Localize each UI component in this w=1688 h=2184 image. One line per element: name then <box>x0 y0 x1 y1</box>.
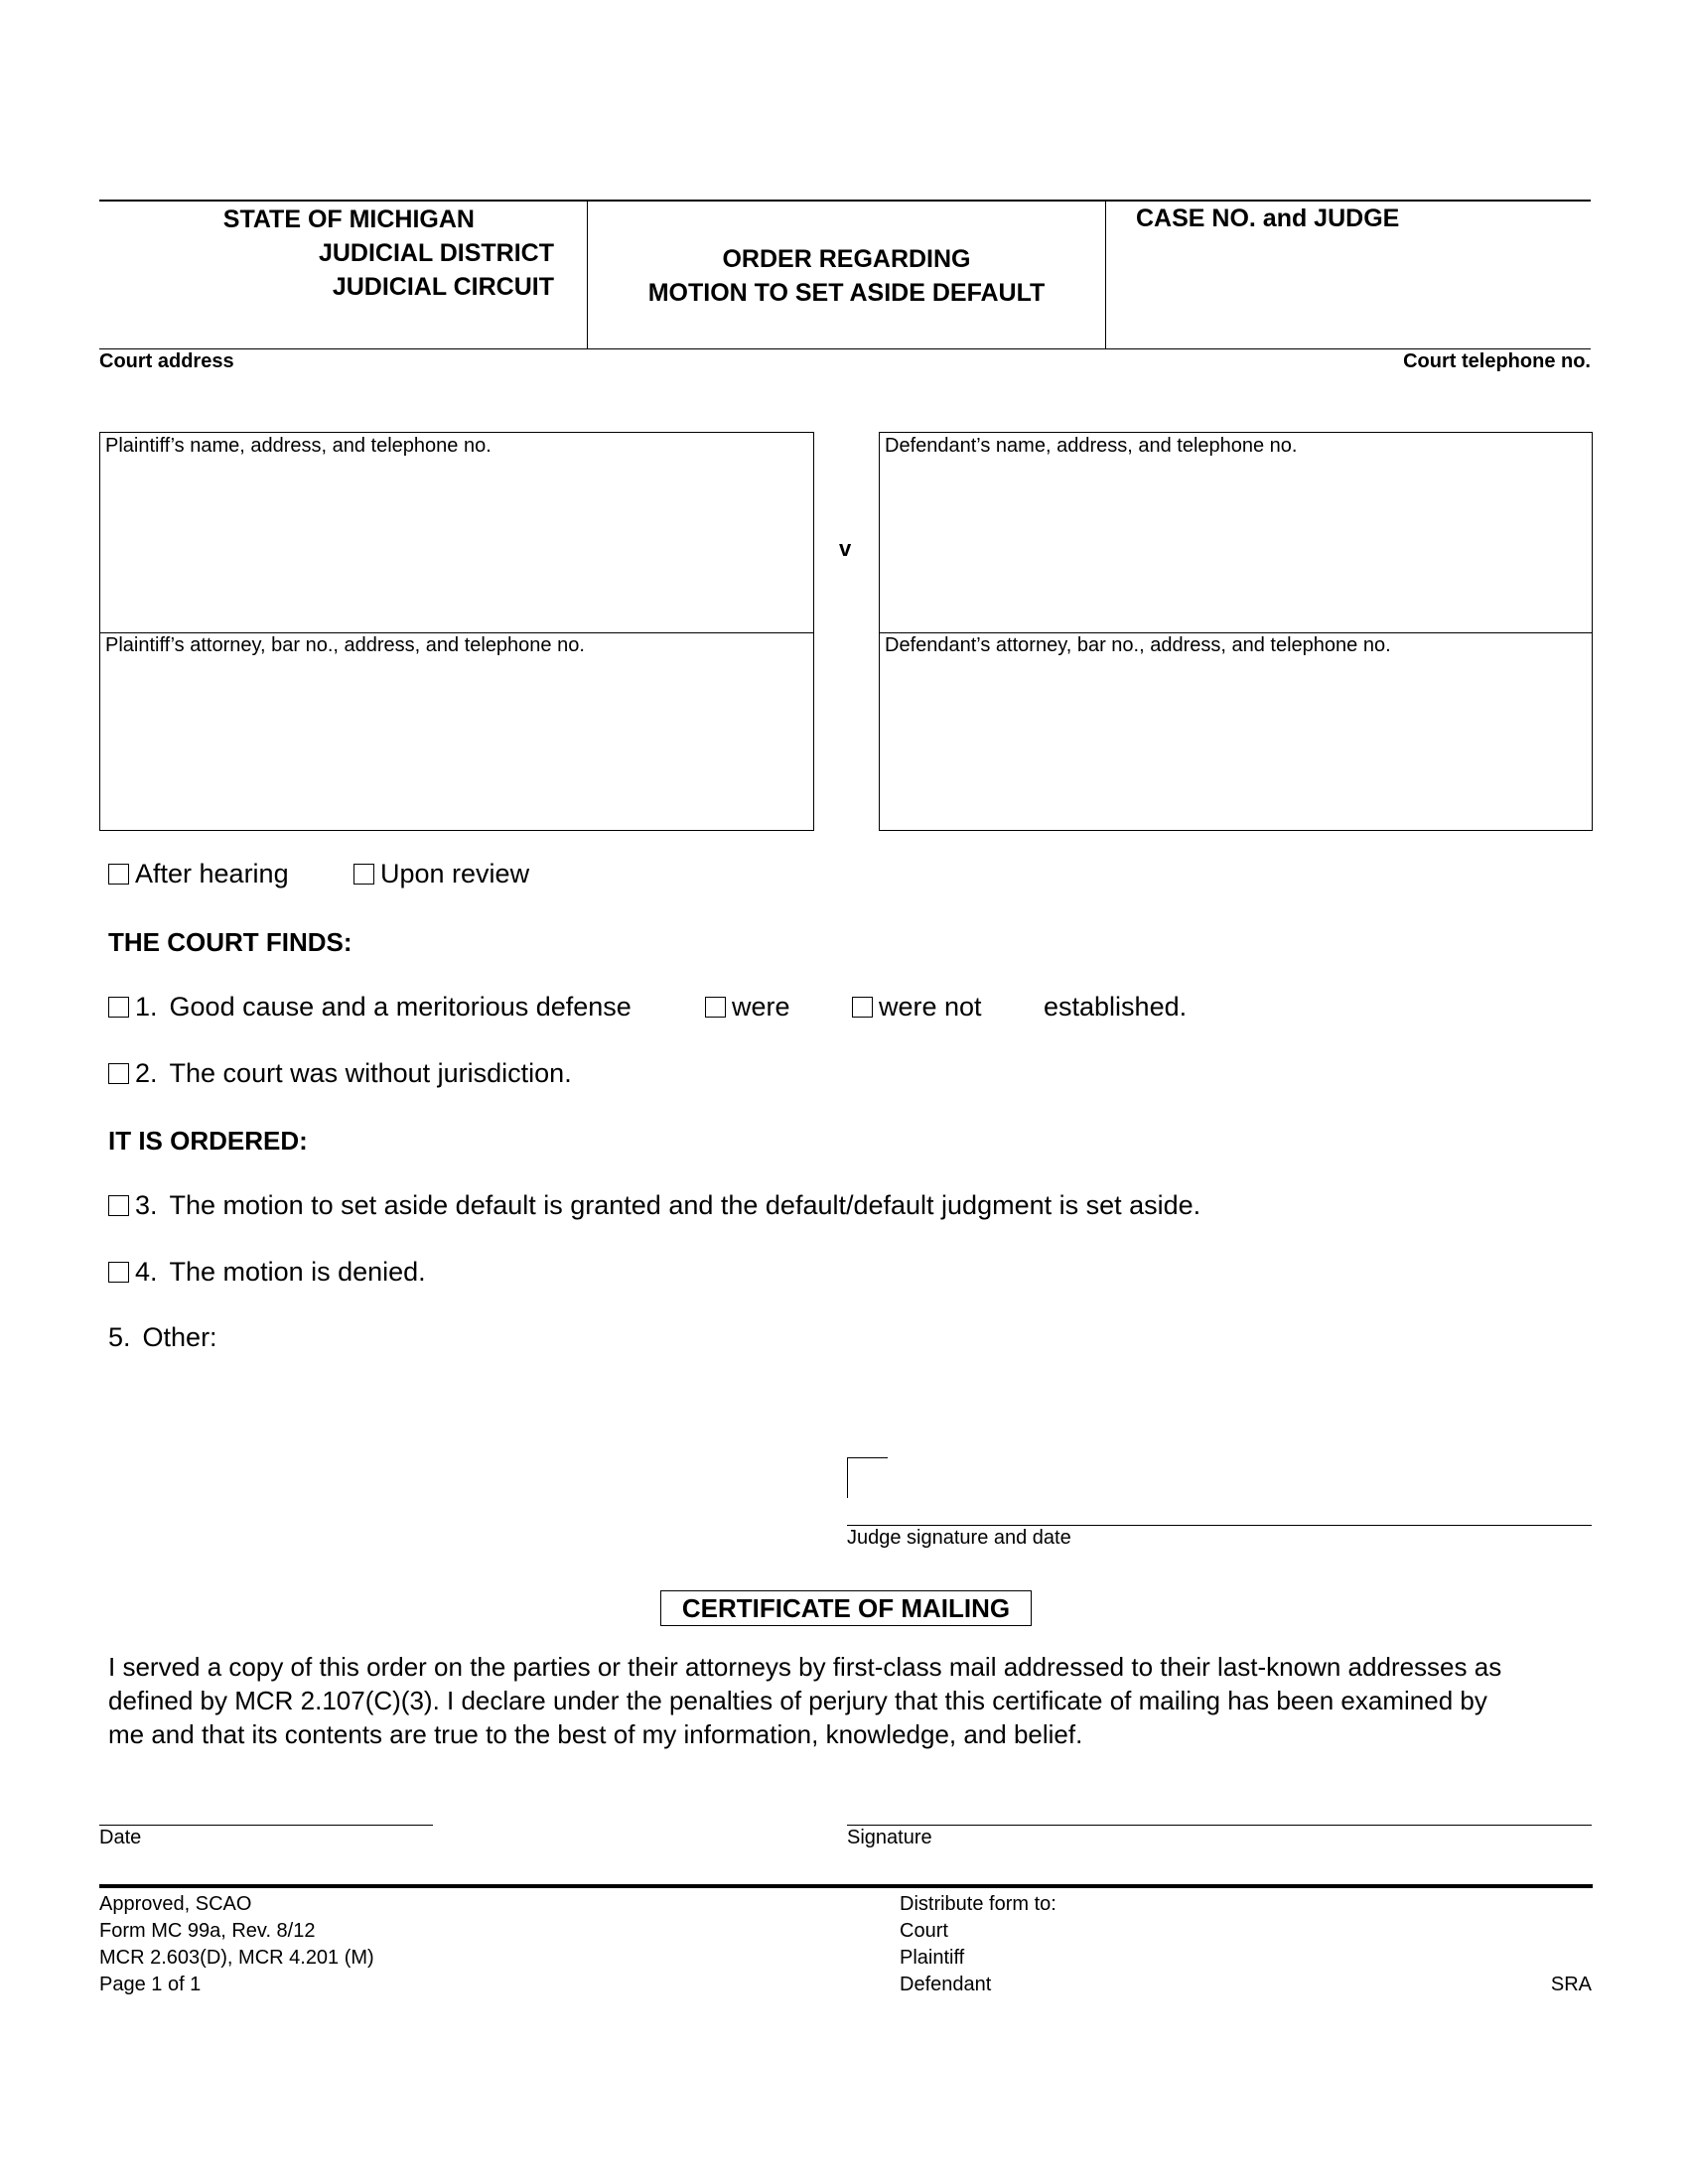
order-3[interactable] <box>108 1190 1200 1221</box>
footer-left <box>99 1891 374 1998</box>
upon-review-checkbox[interactable] <box>353 864 374 885</box>
defendant-box[interactable] <box>879 432 1593 831</box>
form-title-line2: MOTION TO SET ASIDE DEFAULT <box>647 279 1046 307</box>
approved-text: Approved, SCAO <box>99 1893 252 1915</box>
finding-2-text: The court was without jurisdiction. <box>169 1058 572 1088</box>
distribute-label: Distribute form to: <box>900 1893 1056 1915</box>
certificate-text <box>108 1650 1593 1751</box>
it-is-ordered-heading: IT IS ORDERED: <box>108 1126 308 1156</box>
after-hearing-checkbox[interactable] <box>108 864 129 885</box>
finding-1-text: Good cause and a meritorious defense <box>169 992 632 1022</box>
judge-signature-line[interactable] <box>847 1525 1592 1526</box>
were-not-checkbox[interactable] <box>852 997 873 1018</box>
order-5-number: 5. <box>108 1322 131 1352</box>
form-title-line1: ORDER REGARDING <box>722 245 971 273</box>
were-not-label: were not <box>879 992 982 1022</box>
finding-2-checkbox[interactable] <box>108 1063 129 1084</box>
order-3-text: The motion to set aside default is granted and the default/default judgment is set aside. <box>169 1190 1201 1220</box>
finding-1-were-option[interactable] <box>705 992 790 1023</box>
judicial-circuit: JUDICIAL CIRCUIT <box>332 273 554 301</box>
order-4-text: The motion is denied. <box>169 1257 426 1287</box>
defendant-label: Defendant’s name, address, and telephone no. <box>885 435 1298 457</box>
footer-rule <box>99 1884 1593 1888</box>
finding-1[interactable] <box>108 992 632 1023</box>
other-order-field[interactable] <box>228 1355 1589 1434</box>
finding-2-number: 2. <box>135 1058 158 1088</box>
date-line[interactable] <box>99 1825 433 1826</box>
plaintiff-label: Plaintiff’s name, address, and telephone no. <box>105 435 492 457</box>
signature-line[interactable] <box>847 1825 1592 1826</box>
versus-label: v <box>839 536 852 561</box>
seal-corner-mark <box>847 1457 888 1498</box>
header-bottom-rule <box>99 348 1591 349</box>
form-title <box>588 242 1105 310</box>
finding-1-were-not-option[interactable] <box>852 992 982 1023</box>
form-number: Form MC 99a, Rev. 8/12 <box>99 1920 316 1942</box>
defendant-box-divider <box>880 632 1592 633</box>
plaintiff-box-divider <box>100 632 813 633</box>
court-finds-heading: THE COURT FINDS: <box>108 927 352 957</box>
judge-signature-label: Judge signature and date <box>847 1527 1071 1549</box>
footer-distribution <box>900 1891 1056 1998</box>
header-top-rule <box>99 200 1591 202</box>
were-checkbox[interactable] <box>705 997 726 1018</box>
certificate-of-mailing-title: CERTIFICATE OF MAILING <box>660 1590 1032 1626</box>
sra-code: SRA <box>1550 1974 1592 1995</box>
order-4-checkbox[interactable] <box>108 1262 129 1283</box>
distribute-court: Court <box>900 1920 948 1942</box>
page-number: Page 1 of 1 <box>99 1974 202 1995</box>
date-label: Date <box>99 1827 142 1848</box>
after-hearing-label: After hearing <box>135 859 289 888</box>
mcr-reference: MCR 2.603(D), MCR 4.201 (M) <box>99 1947 374 1969</box>
plaintiff-attorney-label: Plaintiff’s attorney, bar no., address, and telephone no. <box>105 634 585 656</box>
finding-1-number: 1. <box>135 992 158 1022</box>
judicial-district: JUDICIAL DISTRICT <box>318 239 554 267</box>
finding-2[interactable] <box>108 1058 572 1089</box>
certificate-text-line3: me and that its contents are true to the best of my information, knowledge, and belief. <box>108 1719 1083 1749</box>
upon-review-label: Upon review <box>380 859 530 888</box>
order-3-number: 3. <box>135 1190 158 1220</box>
established-label: established. <box>1044 992 1188 1022</box>
header-divider-right <box>1105 202 1106 348</box>
certificate-text-line1: I served a copy of this order on the parties or their attorneys by first-class mail addressed to their last-known addresses as <box>108 1652 1502 1682</box>
court-address-label: Court address <box>99 350 234 372</box>
distribute-defendant: Defendant <box>900 1974 992 1995</box>
state-name: STATE OF MICHIGAN <box>222 205 475 233</box>
order-4-number: 4. <box>135 1257 158 1287</box>
court-telephone-label: Court telephone no. <box>1403 350 1591 372</box>
order-5-text: Other: <box>142 1322 217 1352</box>
plaintiff-box[interactable] <box>99 432 814 831</box>
distribute-plaintiff: Plaintiff <box>900 1947 965 1969</box>
order-5 <box>108 1322 217 1353</box>
after-hearing-option[interactable] <box>108 859 289 889</box>
order-3-checkbox[interactable] <box>108 1195 129 1216</box>
upon-review-option[interactable] <box>353 859 529 889</box>
case-number-judge-label: CASE NO. and JUDGE <box>1136 205 1400 232</box>
signature-label: Signature <box>847 1827 932 1848</box>
order-4[interactable] <box>108 1257 426 1288</box>
court-header <box>223 203 554 304</box>
were-label: were <box>732 992 790 1022</box>
certificate-text-line2: defined by MCR 2.107(C)(3). I declare under the penalties of perjury that this certificate of mailing has been examined by <box>108 1686 1487 1715</box>
defendant-attorney-label: Defendant’s attorney, bar no., address, and telephone no. <box>885 634 1391 656</box>
finding-1-checkbox[interactable] <box>108 997 129 1018</box>
